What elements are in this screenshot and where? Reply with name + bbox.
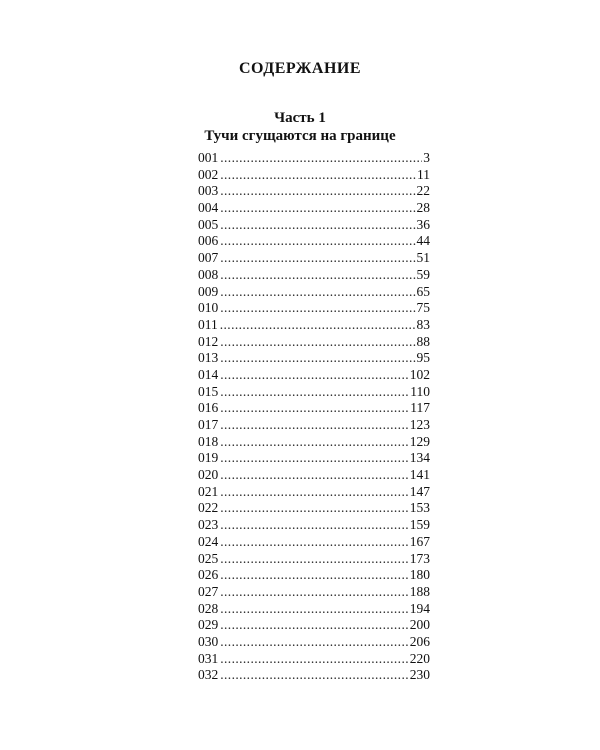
toc-entry-number: 011	[198, 316, 218, 332]
toc-entry-number: 024	[198, 533, 219, 549]
toc-dot-leader	[220, 367, 409, 384]
toc-entry[interactable]	[198, 200, 430, 217]
toc-entry[interactable]	[198, 584, 430, 601]
toc-entry-number: 012	[198, 333, 219, 349]
toc-entry[interactable]	[198, 567, 430, 584]
toc-entry-page: 230	[409, 667, 430, 683]
toc-dot-leader	[220, 517, 409, 534]
toc-entry[interactable]	[198, 617, 430, 634]
toc-entry[interactable]	[198, 450, 430, 467]
toc-entry-number: 009	[198, 283, 219, 299]
toc-entry-number: 031	[198, 650, 219, 666]
part-heading: Часть 1	[274, 110, 326, 126]
toc-entry-page: 110	[410, 383, 430, 399]
toc-entry-number: 023	[198, 517, 219, 533]
toc-entry-page: 44	[416, 233, 430, 249]
toc-entry-number: 017	[198, 417, 219, 432]
toc-entry[interactable]	[198, 367, 430, 384]
toc-entry[interactable]	[198, 317, 430, 334]
toc-entry-page: 88	[416, 333, 430, 349]
toc-entry-page: 141	[409, 467, 430, 483]
toc-entry-page: 102	[409, 366, 430, 382]
toc-dot-leader	[220, 634, 409, 651]
toc-dot-leader	[220, 250, 415, 267]
toc-entry-page: 51	[416, 250, 430, 266]
toc-entry-page: 134	[409, 450, 430, 466]
toc-entry[interactable]	[198, 267, 430, 284]
toc-entry-number: 015	[198, 383, 219, 399]
toc-dot-leader	[220, 233, 415, 250]
toc-dot-leader	[220, 267, 415, 284]
toc-entry-page: 180	[409, 567, 430, 583]
toc-dot-leader	[220, 450, 409, 467]
toc-entry-number: 022	[198, 500, 219, 516]
toc-dot-leader	[220, 400, 409, 417]
toc-entry-page: 11	[417, 166, 430, 182]
toc-entry[interactable]	[198, 467, 430, 484]
toc-dot-leader	[220, 300, 415, 317]
toc-entry-number: 029	[198, 617, 219, 633]
toc-entry[interactable]	[198, 534, 430, 551]
toc-entry-page: 159	[409, 517, 430, 533]
toc-entry-page: 83	[416, 316, 430, 332]
toc-entry[interactable]	[198, 484, 430, 501]
toc-entry-number: 025	[198, 550, 219, 566]
toc-entry[interactable]	[198, 651, 430, 668]
toc-entry-page: 173	[409, 550, 430, 566]
toc-dot-leader	[220, 667, 409, 684]
toc-dot-leader	[220, 167, 416, 184]
toc-dot-leader	[220, 150, 422, 167]
toc-dot-leader	[220, 217, 415, 234]
toc-entry[interactable]	[198, 250, 430, 267]
toc-dot-leader	[220, 417, 409, 434]
toc-entry-number: 016	[198, 400, 219, 416]
toc-dot-leader	[220, 500, 409, 517]
toc-entry-number: 028	[198, 600, 219, 616]
toc-entry-page: 95	[416, 350, 430, 366]
toc-entry-page: 153	[409, 500, 430, 516]
toc-entry[interactable]	[198, 517, 430, 534]
toc-entry[interactable]	[198, 350, 430, 367]
toc-entry-number: 020	[198, 467, 219, 483]
toc-dot-leader	[220, 183, 415, 200]
toc-entry-page: 117	[410, 400, 430, 416]
toc-dot-leader	[220, 484, 409, 501]
toc-entry-number: 004	[198, 200, 219, 216]
toc-dot-leader	[220, 534, 409, 551]
toc-entry[interactable]	[198, 167, 430, 184]
toc-dot-leader	[220, 467, 409, 484]
toc-dot-leader	[220, 434, 409, 451]
toc-entry-number: 001	[198, 150, 219, 165]
toc-entry[interactable]	[198, 634, 430, 651]
toc-entry-page: 28	[416, 200, 430, 216]
toc-entry-page: 194	[409, 600, 430, 616]
toc-entry[interactable]	[198, 500, 430, 517]
toc-dot-leader	[220, 651, 409, 668]
toc-entry[interactable]	[198, 334, 430, 351]
toc-entry[interactable]	[198, 667, 430, 684]
toc-entry[interactable]	[198, 384, 430, 401]
toc-entry-number: 003	[198, 183, 219, 199]
toc-entry[interactable]	[198, 150, 430, 167]
toc-entry-number: 021	[198, 483, 219, 499]
toc-entry-page: 59	[416, 266, 430, 282]
toc-entry-number: 013	[198, 350, 219, 366]
toc-entry-number: 030	[198, 633, 219, 649]
toc-dot-leader	[220, 200, 415, 217]
toc-entry-page: 75	[416, 300, 430, 316]
toc-dot-leader	[220, 334, 415, 351]
toc-entry[interactable]	[198, 601, 430, 618]
toc-entry-number: 007	[198, 250, 219, 266]
toc-entry-page: 3	[423, 150, 430, 165]
toc-entry[interactable]	[198, 284, 430, 301]
toc-entry[interactable]	[198, 300, 430, 317]
toc-entry-number: 032	[198, 667, 219, 683]
table-of-contents	[198, 150, 430, 684]
toc-dot-leader	[220, 601, 409, 618]
toc-entry-page: 22	[416, 183, 430, 199]
toc-entry-number: 008	[198, 266, 219, 282]
toc-entry-page: 206	[409, 633, 430, 649]
toc-entry-number: 006	[198, 233, 219, 249]
toc-entry-page: 36	[416, 216, 430, 232]
toc-dot-leader	[220, 384, 409, 401]
toc-entry-page: 123	[409, 417, 430, 432]
toc-entry-number: 010	[198, 300, 219, 316]
toc-entry-number: 026	[198, 567, 219, 583]
toc-entry-number: 027	[198, 583, 219, 599]
toc-entry-number: 014	[198, 366, 219, 382]
toc-entry-page: 220	[409, 650, 430, 666]
toc-entry[interactable]	[198, 417, 430, 434]
toc-entry[interactable]	[198, 551, 430, 568]
toc-dot-leader	[220, 317, 416, 334]
toc-entry[interactable]	[198, 183, 430, 200]
toc-entry-page: 65	[416, 283, 430, 299]
toc-entry[interactable]	[198, 233, 430, 250]
toc-entry-page: 200	[409, 617, 430, 633]
toc-entry-page: 188	[409, 583, 430, 599]
toc-dot-leader	[220, 551, 409, 568]
toc-entry-number: 005	[198, 216, 219, 232]
toc-dot-leader	[220, 617, 409, 634]
toc-entry-page: 129	[409, 433, 430, 449]
toc-entry-number: 018	[198, 433, 219, 449]
toc-entry-page: 147	[409, 483, 430, 499]
toc-dot-leader	[220, 350, 415, 367]
toc-entry-number: 019	[198, 450, 219, 466]
part-title: Тучи сгущаются на границе	[204, 128, 396, 144]
page-title: СОДЕРЖАНИЕ	[238, 60, 362, 77]
toc-entry[interactable]	[198, 400, 430, 417]
toc-entry[interactable]	[198, 434, 430, 451]
toc-dot-leader	[220, 584, 409, 601]
toc-entry[interactable]	[198, 217, 430, 234]
toc-dot-leader	[220, 567, 409, 584]
toc-entry-page: 167	[409, 533, 430, 549]
toc-entry-number: 002	[198, 166, 219, 182]
toc-dot-leader	[220, 284, 415, 301]
